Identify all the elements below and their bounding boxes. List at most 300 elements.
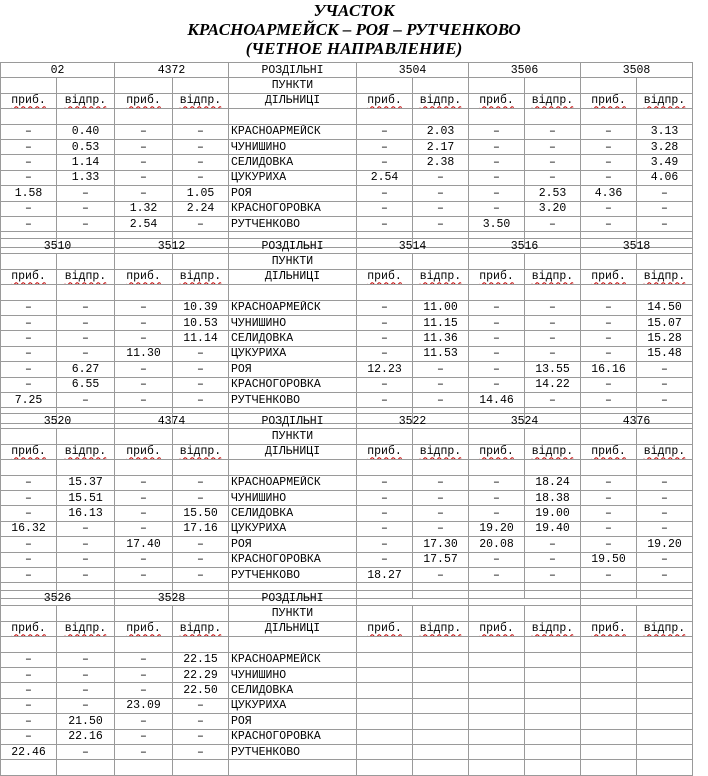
table-row (1, 698, 693, 713)
time-cell: – (469, 170, 525, 185)
station-name: СЕЛИДОВКА (229, 155, 357, 170)
blank-cell (413, 637, 469, 652)
time-cell: – (637, 392, 693, 407)
time-cell (469, 652, 525, 667)
station-name: ЧУНИШИНО (229, 667, 357, 682)
arrival-header (357, 269, 413, 284)
table-row (1, 201, 693, 216)
blank-cell (1, 460, 57, 475)
time-cell: – (581, 537, 637, 552)
time-cell: – (1, 300, 57, 315)
station-name: КРАСНОАРМЕЙСК (229, 652, 357, 667)
departure-header (413, 444, 469, 459)
time-cell: 17.30 (413, 537, 469, 552)
time-cell: – (525, 124, 581, 139)
station-header: РОЗДІЛЬНІ (229, 239, 357, 254)
time-cell: – (581, 155, 637, 170)
blank-cell (413, 78, 469, 93)
train-number: 3528 (115, 591, 229, 606)
time-cell (413, 744, 469, 759)
time-cell: 3.20 (525, 201, 581, 216)
time-cell: – (1, 490, 57, 505)
blank-cell (581, 109, 637, 124)
time-cell: – (413, 186, 469, 201)
time-cell: 18.27 (357, 567, 413, 582)
time-cell: – (115, 315, 173, 330)
train-number: 4376 (581, 414, 693, 429)
time-cell: 19.50 (581, 552, 637, 567)
time-cell: 22.46 (1, 744, 57, 759)
time-cell: – (173, 170, 229, 185)
station-name: РОЯ (229, 714, 357, 729)
arrival-header (469, 93, 525, 108)
departure-label: відпр. (179, 445, 222, 459)
arrival-header (581, 93, 637, 108)
time-cell: 22.29 (173, 667, 229, 682)
time-cell: 3.49 (637, 155, 693, 170)
time-cell: – (581, 475, 637, 490)
blank-cell (1, 637, 57, 652)
table-row (1, 331, 693, 346)
time-cell: – (1, 346, 57, 361)
blank-cell (229, 285, 357, 300)
time-cell: 18.24 (525, 475, 581, 490)
time-cell: 22.50 (173, 683, 229, 698)
arrival-header (357, 93, 413, 108)
time-cell: – (115, 506, 173, 521)
time-cell: – (173, 377, 229, 392)
time-cell: 19.00 (525, 506, 581, 521)
time-cell: – (1, 315, 57, 330)
time-cell: – (1, 506, 57, 521)
time-cell (357, 683, 413, 698)
blank-cell (229, 109, 357, 124)
time-cell: 12.23 (357, 362, 413, 377)
station-name: КРАСНОАРМЕЙСК (229, 124, 357, 139)
train-number: 3522 (357, 414, 469, 429)
time-cell: 11.30 (115, 346, 173, 361)
time-cell: 15.28 (637, 331, 693, 346)
heading-line-3: (ЧЕТНОЕ НАПРАВЛЕНИЕ) (245, 39, 463, 58)
time-cell: 15.51 (57, 490, 115, 505)
time-cell: – (469, 331, 525, 346)
time-cell: – (469, 346, 525, 361)
time-cell: – (1, 652, 57, 667)
time-cell: – (637, 377, 693, 392)
time-cell: – (1, 475, 57, 490)
time-cell (413, 714, 469, 729)
blank-cell (581, 760, 637, 775)
time-cell: 6.27 (57, 362, 115, 377)
table-row (1, 315, 693, 330)
time-cell: – (57, 315, 115, 330)
time-cell: – (357, 216, 413, 231)
time-cell: – (469, 186, 525, 201)
time-cell: – (57, 552, 115, 567)
blank-cell (357, 109, 413, 124)
time-cell: – (357, 124, 413, 139)
time-cell: – (173, 216, 229, 231)
blank-cell (413, 254, 469, 269)
time-cell: – (469, 300, 525, 315)
time-cell: 1.58 (1, 186, 57, 201)
blank-cell (581, 78, 637, 93)
blank-cell (1, 606, 57, 621)
departure-label: відпр. (179, 94, 222, 108)
time-cell: – (413, 490, 469, 505)
time-cell: – (581, 567, 637, 582)
blank-cell (115, 429, 173, 444)
time-cell: – (1, 170, 57, 185)
station-name: КРАСНОГОРОВКА (229, 552, 357, 567)
time-cell: – (57, 300, 115, 315)
time-cell (357, 744, 413, 759)
departure-label: відпр. (643, 445, 686, 459)
time-cell: – (581, 392, 637, 407)
time-cell: 11.36 (413, 331, 469, 346)
time-cell: – (637, 186, 693, 201)
blank-cell (357, 760, 413, 775)
arrival-header (357, 621, 413, 636)
time-cell: – (173, 552, 229, 567)
station-name: РУТЧЕНКОВО (229, 392, 357, 407)
time-cell: – (57, 331, 115, 346)
time-cell: – (173, 537, 229, 552)
departure-label: відпр. (419, 270, 462, 284)
time-cell (637, 683, 693, 698)
time-cell: – (357, 201, 413, 216)
blank-cell (413, 460, 469, 475)
time-cell: – (581, 331, 637, 346)
time-cell: 1.14 (57, 155, 115, 170)
arrival-header (1, 444, 57, 459)
blank-cell (357, 637, 413, 652)
blank-cell (637, 606, 693, 621)
time-cell (525, 667, 581, 682)
time-cell: – (469, 201, 525, 216)
time-cell: – (1, 667, 57, 682)
time-cell: 22.16 (57, 729, 115, 744)
station-name: ЦУКУРИХА (229, 521, 357, 536)
blank-cell (57, 109, 115, 124)
time-cell: – (413, 475, 469, 490)
blank-cell (173, 285, 229, 300)
time-cell (581, 652, 637, 667)
station-header: ДІЛЬНИЦІ (229, 269, 357, 284)
time-cell: – (581, 506, 637, 521)
station-name: СЕЛИДОВКА (229, 331, 357, 346)
blank-cell (57, 254, 115, 269)
departure-header (637, 621, 693, 636)
arrival-label: приб. (11, 270, 46, 284)
time-cell: – (115, 362, 173, 377)
arrival-label: приб. (479, 94, 514, 108)
time-cell: – (173, 729, 229, 744)
departure-header (173, 621, 229, 636)
table-row (1, 475, 693, 490)
arrival-header (1, 93, 57, 108)
blank-cell (637, 285, 693, 300)
time-cell: – (581, 377, 637, 392)
heading-line-1: УЧАСТОК (313, 1, 395, 20)
station-header: ПУНКТИ (229, 78, 357, 93)
table-row (1, 490, 693, 505)
departure-header (637, 444, 693, 459)
arrival-header (357, 444, 413, 459)
blank-cell (1, 429, 57, 444)
table-row (1, 667, 693, 682)
time-cell: – (637, 475, 693, 490)
table-row (1, 346, 693, 361)
train-number: 4374 (115, 414, 229, 429)
blank-cell (581, 429, 637, 444)
blank-cell (57, 78, 115, 93)
arrival-label: приб. (367, 445, 402, 459)
time-cell: 17.57 (413, 552, 469, 567)
time-cell (637, 652, 693, 667)
time-cell: – (173, 362, 229, 377)
blank-cell (115, 606, 173, 621)
train-number: 3524 (469, 414, 581, 429)
time-cell (413, 729, 469, 744)
train-number (581, 591, 693, 606)
time-cell: – (115, 186, 173, 201)
departure-label: відпр. (531, 270, 574, 284)
train-number: 3506 (469, 63, 581, 78)
time-cell: – (173, 392, 229, 407)
time-cell: – (581, 315, 637, 330)
departure-label: відпр. (64, 270, 107, 284)
time-cell: – (357, 392, 413, 407)
time-cell (469, 714, 525, 729)
arrival-label: приб. (591, 622, 626, 636)
table-row (1, 300, 693, 315)
time-cell: – (57, 744, 115, 759)
departure-header (637, 93, 693, 108)
departure-header (173, 444, 229, 459)
departure-label: відпр. (419, 445, 462, 459)
departure-header (413, 269, 469, 284)
time-cell: – (357, 475, 413, 490)
time-cell: – (413, 216, 469, 231)
blank-cell (525, 285, 581, 300)
time-cell: 4.06 (637, 170, 693, 185)
blank-cell (637, 254, 693, 269)
blank-cell (525, 760, 581, 775)
train-number: 3512 (115, 239, 229, 254)
time-cell: – (173, 475, 229, 490)
time-cell: 15.37 (57, 475, 115, 490)
time-cell: 2.24 (173, 201, 229, 216)
blank-cell (525, 109, 581, 124)
time-cell: 15.50 (173, 506, 229, 521)
time-cell: – (469, 155, 525, 170)
time-cell: 0.40 (57, 124, 115, 139)
time-cell: – (57, 667, 115, 682)
time-cell: – (173, 698, 229, 713)
time-cell (469, 729, 525, 744)
time-cell: 16.32 (1, 521, 57, 536)
time-cell: – (525, 139, 581, 154)
station-name: РОЯ (229, 186, 357, 201)
station-name: КРАСНОГОРОВКА (229, 729, 357, 744)
time-cell (581, 683, 637, 698)
time-cell: – (115, 552, 173, 567)
train-number: 3520 (1, 414, 115, 429)
station-name: КРАСНОГОРОВКА (229, 377, 357, 392)
time-cell: – (57, 346, 115, 361)
blank-cell (581, 637, 637, 652)
time-cell: – (581, 201, 637, 216)
time-cell: – (525, 567, 581, 582)
blank-cell (413, 606, 469, 621)
departure-label: відпр. (179, 622, 222, 636)
table-row (1, 362, 693, 377)
departure-label: відпр. (419, 94, 462, 108)
time-cell: – (525, 315, 581, 330)
arrival-label: приб. (479, 445, 514, 459)
blank-cell (57, 285, 115, 300)
departure-header (525, 621, 581, 636)
table-row (1, 552, 693, 567)
blank-cell (637, 760, 693, 775)
time-cell: – (357, 315, 413, 330)
time-cell: – (57, 537, 115, 552)
blank-cell (173, 254, 229, 269)
blank-cell (525, 429, 581, 444)
station-name: ЧУНИШИНО (229, 315, 357, 330)
blank-cell (115, 460, 173, 475)
departure-header (525, 93, 581, 108)
time-cell: 7.25 (1, 392, 57, 407)
time-cell: 10.39 (173, 300, 229, 315)
time-cell (469, 683, 525, 698)
time-cell: – (173, 714, 229, 729)
time-cell: 11.53 (413, 346, 469, 361)
time-cell: – (115, 652, 173, 667)
blank-cell (1, 760, 57, 775)
time-cell: – (469, 377, 525, 392)
blank-cell (173, 109, 229, 124)
departure-label: відпр. (179, 270, 222, 284)
time-cell: – (637, 552, 693, 567)
time-cell: 19.40 (525, 521, 581, 536)
train-number: 3526 (1, 591, 115, 606)
blank-cell (115, 109, 173, 124)
station-header: ПУНКТИ (229, 606, 357, 621)
time-cell: – (581, 139, 637, 154)
time-cell: 11.15 (413, 315, 469, 330)
arrival-label: приб. (591, 445, 626, 459)
time-cell (581, 698, 637, 713)
time-cell: – (581, 216, 637, 231)
time-cell: 14.22 (525, 377, 581, 392)
time-cell: – (173, 744, 229, 759)
blank-cell (469, 760, 525, 775)
time-cell: – (1, 377, 57, 392)
time-cell: – (173, 139, 229, 154)
departure-label: відпр. (531, 622, 574, 636)
time-cell: – (637, 567, 693, 582)
time-cell: 19.20 (469, 521, 525, 536)
blank-cell (115, 760, 173, 775)
arrival-header (115, 269, 173, 284)
station-name: СЕЛИДОВКА (229, 506, 357, 521)
arrival-label: приб. (126, 270, 161, 284)
station-header: РОЗДІЛЬНІ (229, 63, 357, 78)
departure-label: відпр. (419, 622, 462, 636)
time-cell: – (413, 506, 469, 521)
time-cell: – (1, 552, 57, 567)
time-cell: – (173, 346, 229, 361)
time-cell: 11.14 (173, 331, 229, 346)
blank-cell (637, 109, 693, 124)
blank-cell (525, 78, 581, 93)
blank-cell (173, 637, 229, 652)
departure-header (525, 444, 581, 459)
time-cell (581, 729, 637, 744)
arrival-header (1, 269, 57, 284)
time-cell: 4.36 (581, 186, 637, 201)
arrival-header (115, 93, 173, 108)
arrival-label: приб. (479, 622, 514, 636)
arrival-label: приб. (367, 622, 402, 636)
station-name: РОЯ (229, 362, 357, 377)
time-cell (357, 667, 413, 682)
blank-cell (357, 429, 413, 444)
blank-cell (637, 429, 693, 444)
departure-header (57, 444, 115, 459)
time-cell: – (469, 124, 525, 139)
time-cell: – (413, 201, 469, 216)
time-cell: – (525, 300, 581, 315)
time-cell: 3.50 (469, 216, 525, 231)
time-cell: – (413, 377, 469, 392)
time-cell: – (1, 683, 57, 698)
table-row (1, 652, 693, 667)
time-cell: – (115, 170, 173, 185)
time-cell: 14.46 (469, 392, 525, 407)
time-cell (469, 667, 525, 682)
arrival-label: приб. (126, 94, 161, 108)
table-row (1, 216, 693, 231)
station-header: ДІЛЬНИЦІ (229, 621, 357, 636)
departure-label: відпр. (643, 270, 686, 284)
time-cell: 23.09 (115, 698, 173, 713)
time-cell: – (581, 170, 637, 185)
time-cell (469, 698, 525, 713)
blank-cell (57, 606, 115, 621)
arrival-header (581, 621, 637, 636)
timetable-block (0, 62, 693, 248)
time-cell: 2.53 (525, 186, 581, 201)
arrival-header (581, 269, 637, 284)
time-cell (637, 667, 693, 682)
time-cell: – (57, 521, 115, 536)
blank-cell (229, 460, 357, 475)
blank-cell (469, 109, 525, 124)
table-row (1, 170, 693, 185)
time-cell: 1.33 (57, 170, 115, 185)
blank-cell (115, 78, 173, 93)
departure-header (173, 93, 229, 108)
blank-cell (1, 285, 57, 300)
time-cell: – (525, 331, 581, 346)
time-cell: – (413, 521, 469, 536)
blank-cell (469, 460, 525, 475)
arrival-label: приб. (367, 94, 402, 108)
train-number: 3516 (469, 239, 581, 254)
